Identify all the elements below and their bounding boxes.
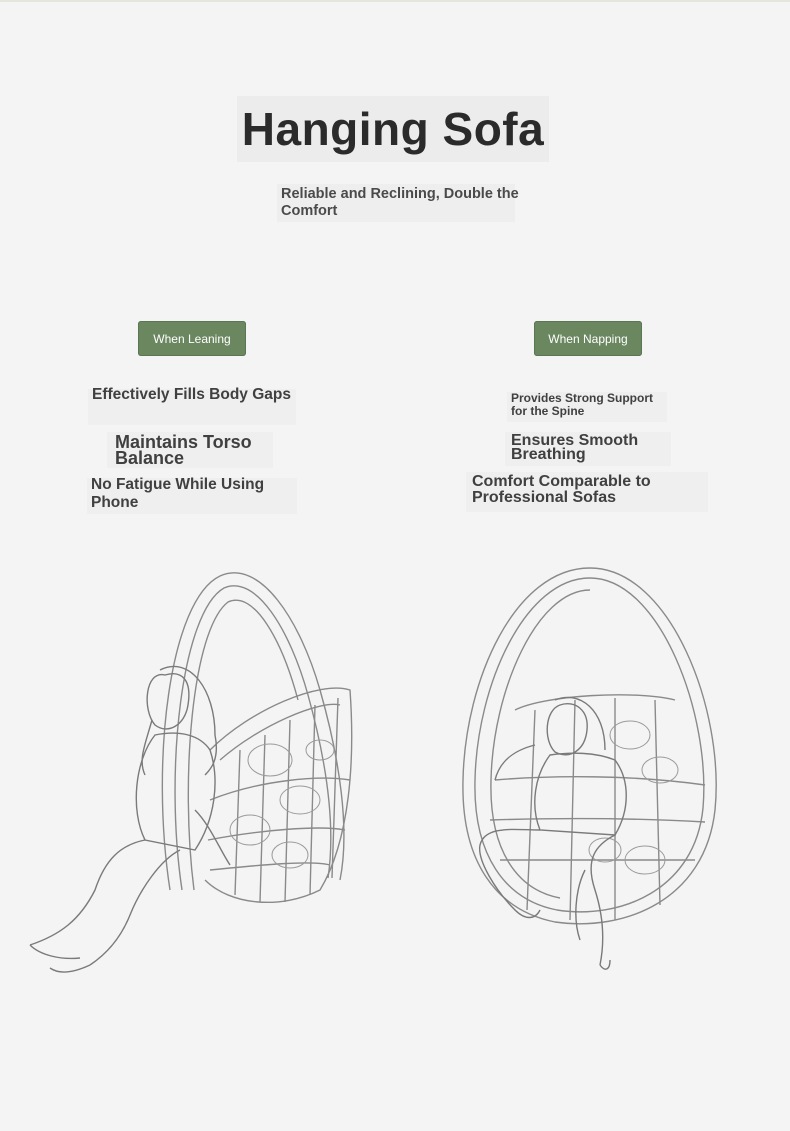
badge-when-napping: When Napping <box>534 321 642 356</box>
feature-left-2-text: Maintains Torso Balance <box>115 432 252 468</box>
feature-left-3 <box>91 476 291 512</box>
napping-chair-illustration <box>455 560 725 980</box>
page-title: Hanging Sofa <box>241 103 545 155</box>
page-subtitle: Reliable and Reclining, Double the Comfort <box>281 186 519 219</box>
subtitle-block <box>277 184 519 222</box>
feature-right-3 <box>472 474 702 506</box>
feature-left-2 <box>115 434 275 466</box>
badge-when-leaning: When Leaning <box>138 321 246 356</box>
title-block <box>237 96 549 162</box>
feature-left-3-text: No Fatigue While Using Phone <box>91 476 265 511</box>
top-divider <box>0 0 790 2</box>
feature-right-2 <box>511 434 661 461</box>
feature-right-1-text: Provides Strong Support for the Spine <box>511 391 654 418</box>
feature-right-1 <box>511 392 671 418</box>
feature-right-3-text: Comfort Comparable to Professional Sofas <box>472 473 651 506</box>
leaning-chair-illustration <box>20 560 365 990</box>
feature-left-1-text: Effectively Fills Body Gaps <box>92 386 291 403</box>
feature-right-2-text: Ensures Smooth Breathing <box>511 432 639 463</box>
feature-left-1 <box>92 386 292 404</box>
